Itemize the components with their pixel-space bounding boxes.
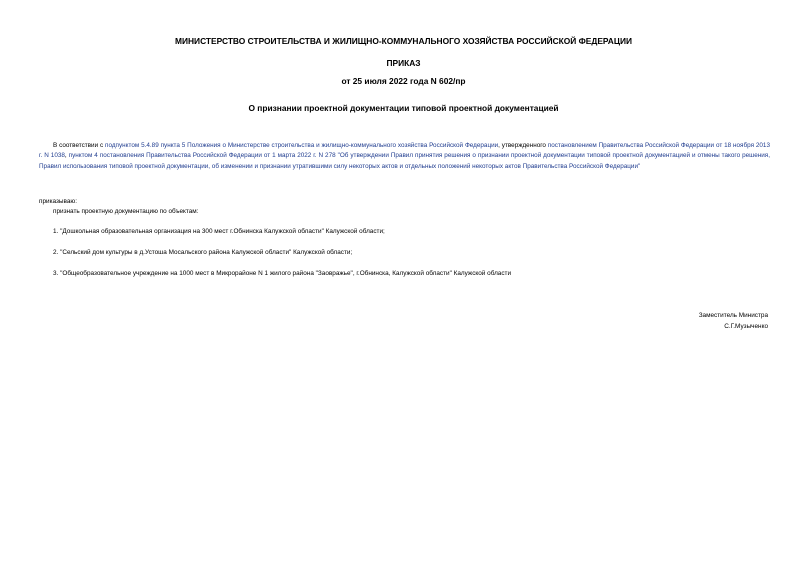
order-recognize: признать проектную документацию по объектам: [53, 208, 199, 215]
signatory-name: С.Г.Музыченко [724, 323, 768, 330]
link-resolution-1038[interactable]: постановлением Правительства Российской Федерации от 18 ноября 2013 г. N 1038 [39, 142, 770, 160]
order-verb: приказываю: [39, 198, 77, 205]
link-subpoint-5-4-89[interactable]: подпунктом 5.4.89 пункта 5 Положения о Министерстве строительства и жилищно-коммунального хозяйства Российской Федерации [105, 142, 499, 149]
intro-text-3: , [64, 152, 69, 160]
intro-text-1: В соответствии с [53, 142, 106, 149]
link-resolution-278[interactable]: пунктом 4 постановления Правительства Российской Федерации от 1 марта 2022 г. N 278 "Об утверждении Правил принятия решения о признании проектной документации типовой проектной документацией и отмены такого решения, Правил использования типовой проектной документации, об изменении и признании утратившими силу некоторых актов и отдельных положений некоторых актов Правительства Российской Федерации" [39, 152, 770, 170]
document-date-number: от 25 июля 2022 года N 602/пр [341, 76, 466, 86]
order-item-3: 3. "Общеобразовательное учреждение на 1000 мест в Микрорайоне N 1 жилого района "Заовражье", г.Обнинска, Калужской области" Калужской области [53, 270, 512, 277]
signatory-position: Заместитель Министра [698, 312, 768, 319]
document-type: ПРИКАЗ [386, 58, 421, 68]
order-item-1: 1. "Дошкольная образовательная организация на 300 мест г.Обнинска Калужской области" Калужской области; [53, 228, 385, 235]
order-item-2: 2. "Сельский дом культуры в д.Устоша Мосальского района Калужской области" Калужской области; [53, 249, 353, 256]
ministry-name: МИНИСТЕРСТВО СТРОИТЕЛЬСТВА И ЖИЛИЩНО-КОММУНАЛЬНОГО ХОЗЯЙСТВА РОССИЙСКОЙ ФЕДЕРАЦИИ [175, 36, 632, 46]
intro-paragraph [39, 141, 770, 172]
intro-text-2: , утвержденного [498, 142, 548, 149]
document-title: О признании проектной документации типовой проектной документацией [248, 103, 559, 113]
